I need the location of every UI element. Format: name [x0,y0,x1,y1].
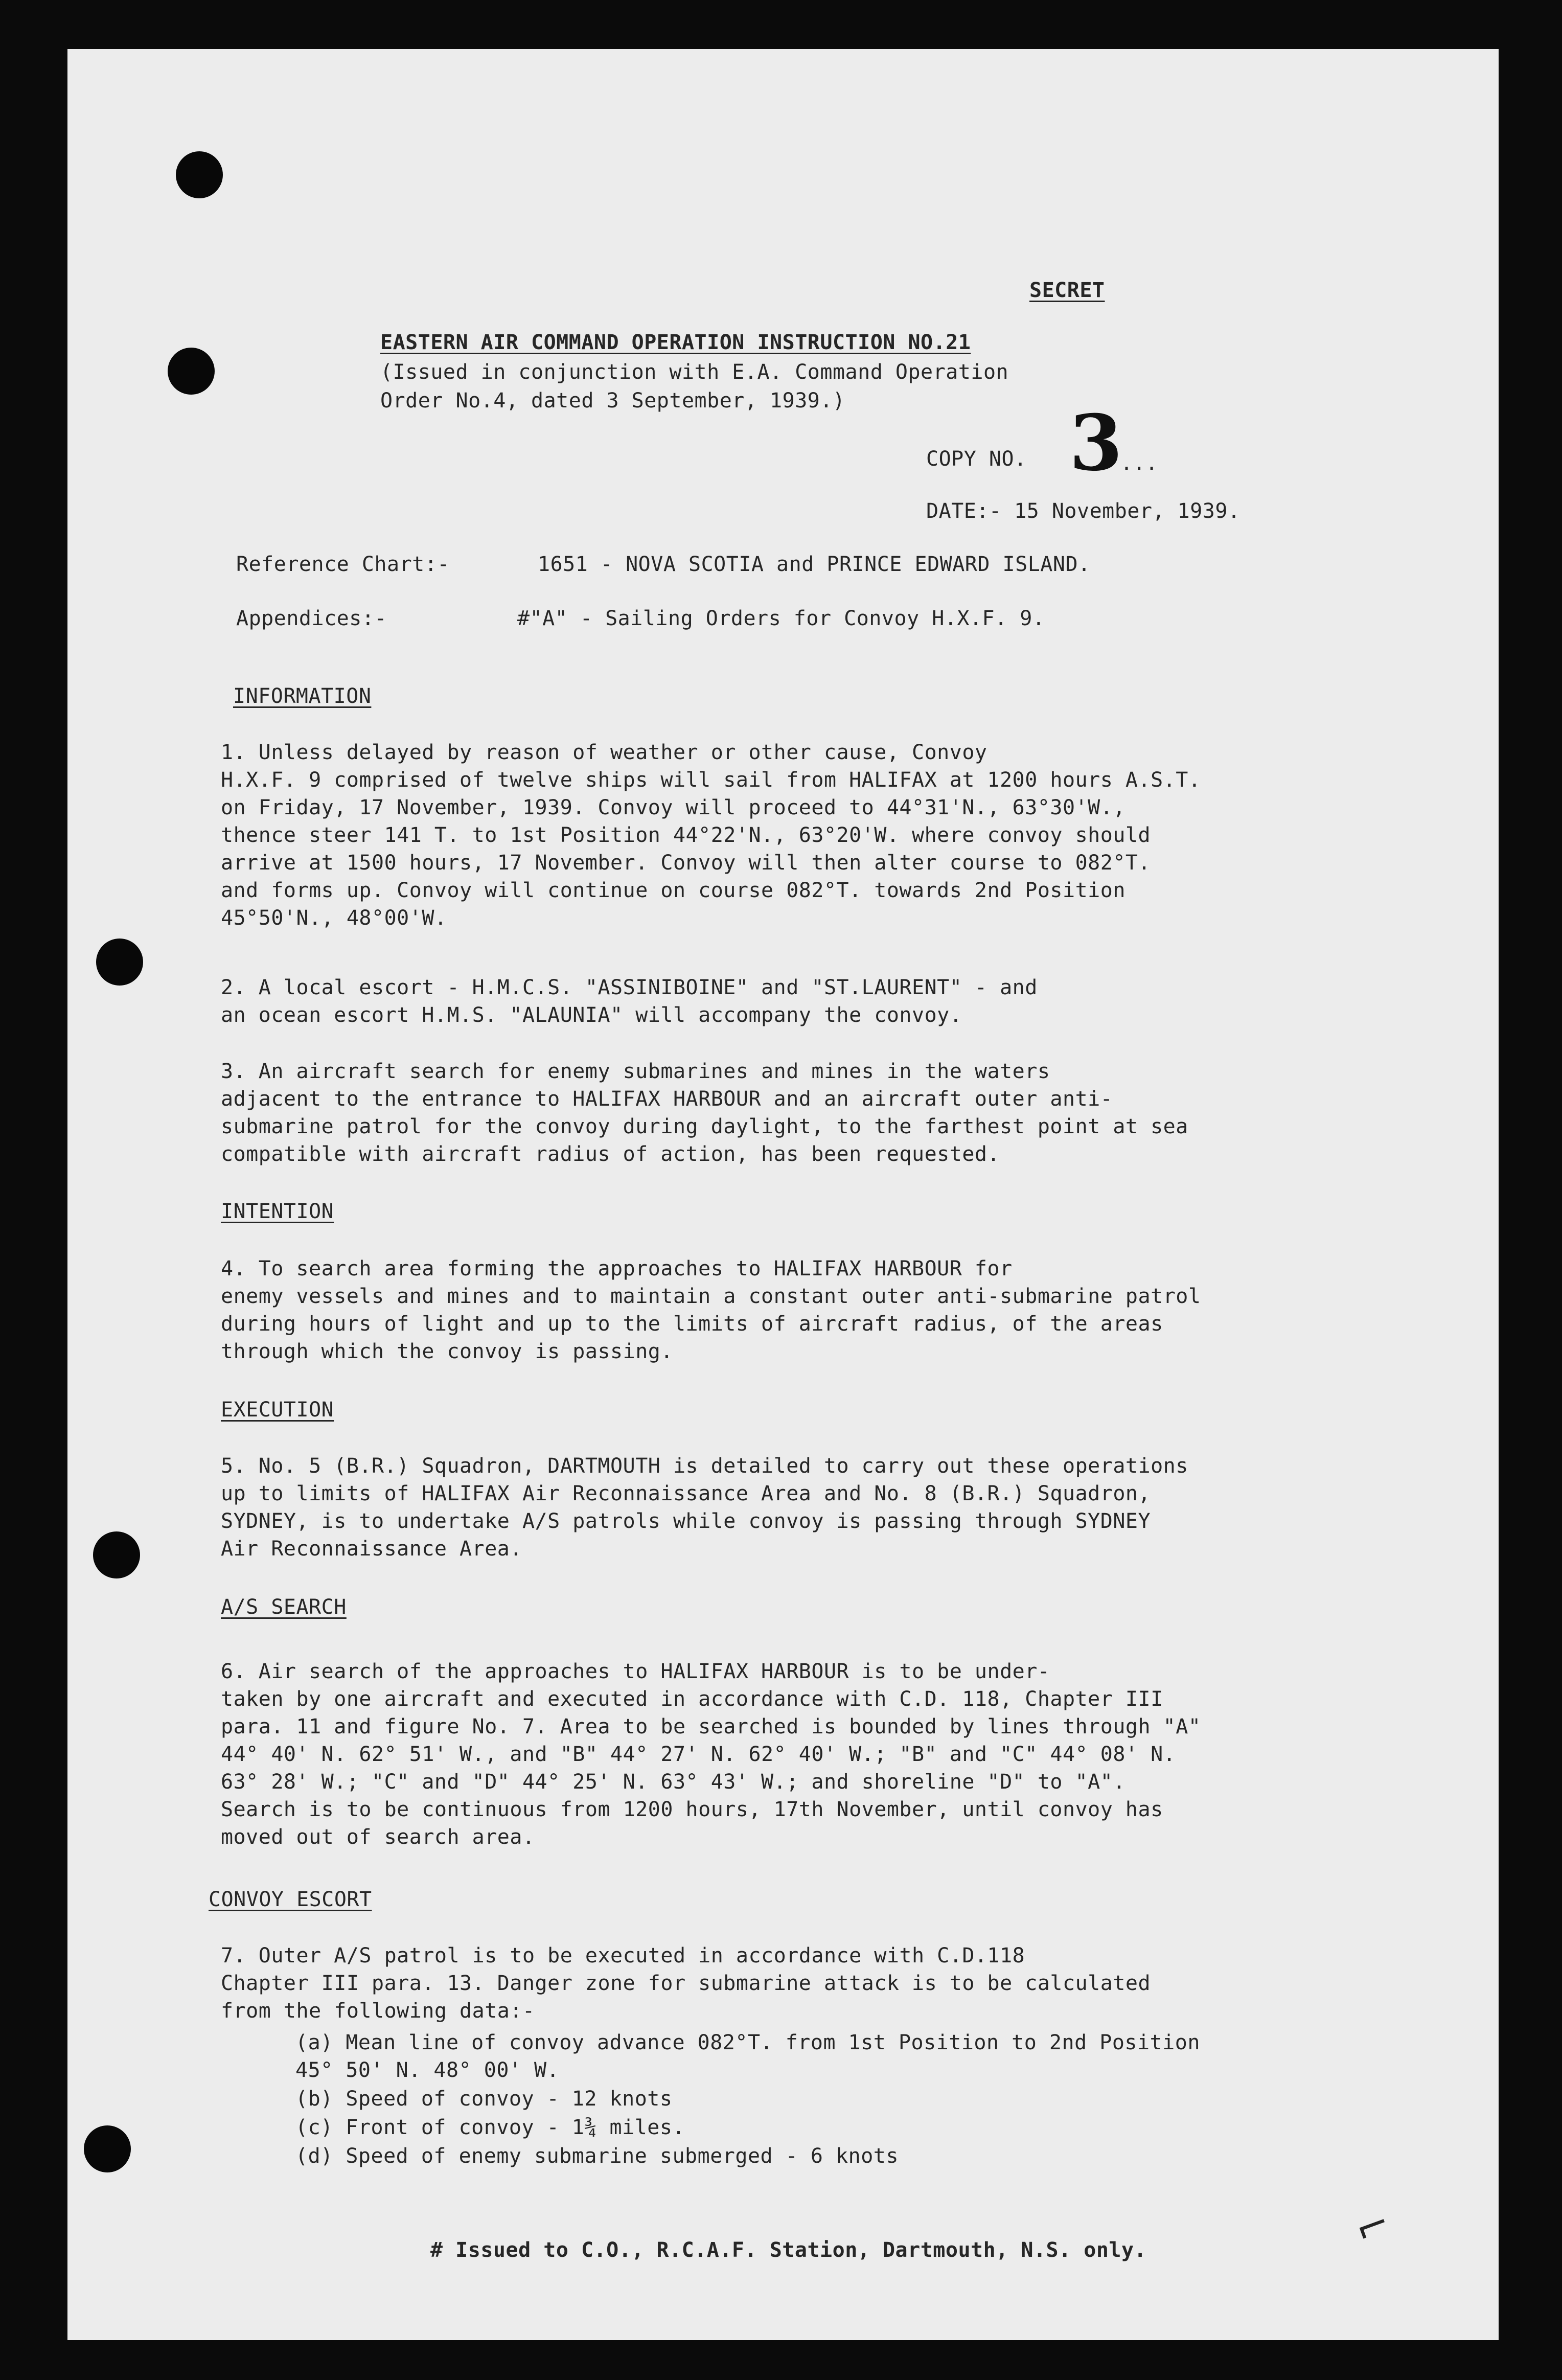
section-heading-convoy-escort: CONVOY ESCORT [209,1888,372,1911]
paragraph-line: compatible with aircraft radius of action, has been requested. [221,1142,1000,1166]
paragraph-line: up to limits of HALIFAX Air Reconnaissance Area and No. 8 (B.R.) Squadron, [221,1482,1151,1505]
copy-label: COPY NO. [926,447,1027,471]
paragraph-line: during hours of light and up to the limits of aircraft radius, of the areas [221,1312,1163,1336]
appendices-value: #"A" - Sailing Orders for Convoy H.X.F. 9. [517,607,1045,630]
section-heading-execution: EXECUTION [221,1398,334,1422]
document-date: DATE:- 15 November, 1939. [926,499,1241,523]
footnote: # Issued to C.O., R.C.A.F. Station, Dartmouth, N.S. only. [430,2238,1147,2262]
paragraph-line: para. 11 and figure No. 7. Area to be searched is bounded by lines through "A" [221,1715,1201,1738]
punch-hole [96,939,143,986]
paragraph-line: submarine patrol for the convoy during daylight, to the farthest point at sea [221,1115,1188,1138]
punch-hole [176,151,223,198]
paragraph-line: 45°50'N., 48°00'W. [221,906,447,930]
paragraph-line: and forms up. Convoy will continue on course 082°T. towards 2nd Position [221,879,1125,902]
subtitle-line: Order No.4, dated 3 September, 1939.) [380,389,845,413]
section-heading-information: INFORMATION [233,684,372,708]
punch-hole [168,348,215,395]
paragraph-line: 7. Outer A/S patrol is to be executed in accordance with C.D.118 [221,1944,1025,1967]
paragraph-line: SYDNEY, is to undertake A/S patrols while convoy is passing through SYDNEY [221,1509,1151,1533]
paragraph-line: taken by one aircraft and executed in accordance with C.D. 118, Chapter III [221,1687,1163,1711]
paragraph-line: Air Reconnaissance Area. [221,1537,522,1561]
paragraph-line: enemy vessels and mines and to maintain a constant outer anti-submarine patrol [221,1285,1201,1308]
pencil-check-mark: ⌐ [1348,2198,1397,2255]
punch-hole [84,2125,131,2172]
paragraph-line: arrive at 1500 hours, 17 November. Convoy will then alter course to 082°T. [221,851,1151,875]
paragraph-line: 44° 40' N. 62° 51' W., and "B" 44° 27' N. 62° 40' W.; "B" and "C" 44° 08' N. [221,1743,1176,1766]
paragraph-line: 1. Unless delayed by reason of weather or other cause, Convoy [221,741,987,764]
section-heading-as-search: A/S SEARCH [221,1595,347,1619]
paragraph-line: 3. An aircraft search for enemy submarines and mines in the waters [221,1060,1050,1083]
reference-chart-value: 1651 - NOVA SCOTIA and PRINCE EDWARD ISLAND. [538,553,1091,576]
paragraph-line: 63° 28' W.; "C" and "D" 44° 25' N. 63° 43' W.; and shoreline "D" to "A". [221,1770,1125,1794]
data-item: (c) Front of convoy - 1¾ miles. [295,2116,685,2139]
data-item: (a) Mean line of convoy advance 082°T. from 1st Position to 2nd Position [295,2031,1200,2054]
paragraph-line: H.X.F. 9 comprised of twelve ships will sail from HALIFAX at 1200 hours A.S.T. [221,768,1201,792]
paragraph-line: Search is to be continuous from 1200 hours, 17th November, until convoy has [221,1798,1163,1821]
paragraph-line: thence steer 141 T. to 1st Position 44°22'N., 63°20'W. where convoy should [221,823,1151,847]
data-item: (d) Speed of enemy submarine submerged - 6 knots [295,2144,899,2168]
document-page [67,49,1499,2340]
reference-chart-label: Reference Chart:- [236,553,450,576]
punch-hole [93,1531,140,1578]
paragraph-line: through which the convoy is passing. [221,1340,673,1363]
paragraph-line: from the following data:- [221,1999,535,2023]
page-title: EASTERN AIR COMMAND OPERATION INSTRUCTION NO.21 [380,331,971,354]
classification-stamp: SECRET [1029,279,1105,302]
data-item: 45° 50' N. 48° 00' W. [295,2058,560,2082]
paragraph-line: on Friday, 17 November, 1939. Convoy will proceed to 44°31'N., 63°30'W., [221,796,1125,819]
paragraph-line: an ocean escort H.M.S. "ALAUNIA" will accompany the convoy. [221,1003,962,1027]
paragraph-line: adjacent to the entrance to HALIFAX HARBOUR and an aircraft outer anti- [221,1087,1113,1111]
paragraph-line: 2. A local escort - H.M.C.S. "ASSINIBOINE" and "ST.LAURENT" - and [221,976,1038,999]
paragraph-line: 6. Air search of the approaches to HALIFAX HARBOUR is to be under- [221,1660,1050,1683]
data-item: (b) Speed of convoy - 12 knots [295,2087,673,2111]
subtitle-line: (Issued in conjunction with E.A. Command Operation [380,360,1009,384]
paragraph-line: moved out of search area. [221,1825,535,1849]
copy-number: 3 [1069,398,1123,488]
copy-dots: ... [1120,451,1158,475]
section-heading-intention: INTENTION [221,1200,334,1223]
paragraph-line: 4. To search area forming the approaches to HALIFAX HARBOUR for [221,1257,1013,1280]
paragraph-line: 5. No. 5 (B.R.) Squadron, DARTMOUTH is detailed to carry out these operations [221,1454,1188,1478]
paragraph-line: Chapter III para. 13. Danger zone for submarine attack is to be calculated [221,1972,1151,1995]
appendices-label: Appendices:- [236,607,387,630]
